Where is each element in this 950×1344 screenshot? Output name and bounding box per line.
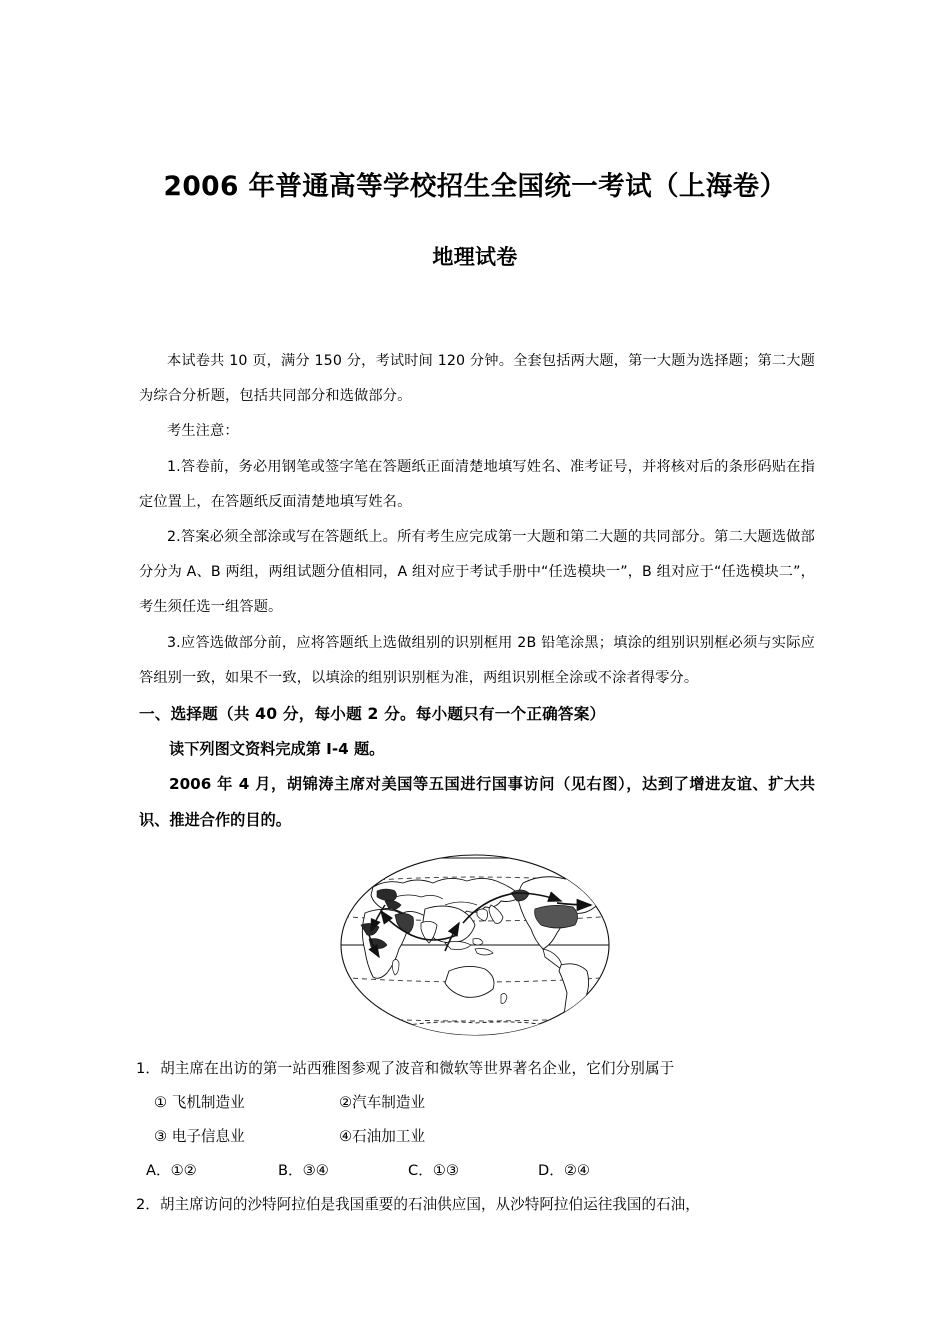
option-4[interactable]: ④石油加工业: [339, 1128, 426, 1145]
choice-b[interactable]: B．③④: [278, 1162, 329, 1179]
intro-paragraph: 本试卷共 10 页，满分 150 分，考试时间 120 分钟。全套包括两大题，第一大题为选择题；第二大题为综合分析题，包括共同部分和选做部分。: [139, 353, 815, 405]
question-1-stem: 1．胡主席在出访的第一站西雅图参观了波音和微软等世界著名企业，它们分别属于: [136, 1060, 675, 1077]
choice-d[interactable]: D．②④: [538, 1162, 590, 1179]
option-1[interactable]: ① 飞机制造业: [154, 1094, 245, 1111]
notice-item-2: 2.答案必须全部涂或写在答题纸上。所有考生应完成第一大题和第二大题的共同部分。第二大题选做部分分为 A、B 两组，两组试题分值相同，A 组对应于考试手册中“任选模块一”，B 组对应于“任选模块二”，考生须任选一组答题。: [139, 529, 815, 616]
question-1-choices: [136, 1154, 826, 1188]
option-3[interactable]: ③ 电子信息业: [154, 1128, 245, 1145]
questions-block: [136, 1052, 826, 1222]
choice-a[interactable]: A．①②: [146, 1162, 197, 1179]
notice-item-1: 1.答卷前，务必用钢笔或签字笔在答题纸正面清楚地填写姓名、准考证号，并将核对后的条形码贴在指定位置上，在答题纸反面清楚地填写姓名。: [139, 458, 815, 510]
candidate-notice-label: 考生注意：: [167, 423, 239, 440]
world-map-svg: [325, 853, 625, 1038]
page-subtitle: 地理试卷: [432, 245, 518, 270]
page-title: 2006 年普通高等学校招生全国统一考试（上海卷）: [163, 170, 787, 202]
question-1-option-row-1: [136, 1086, 826, 1120]
choice-c[interactable]: C．①③: [408, 1162, 459, 1179]
intro-block: [139, 344, 815, 838]
question-2-stem: 2．胡主席访问的沙特阿拉伯是我国重要的石油供应国，从沙特阿拉伯运往我国的石油，: [136, 1196, 700, 1213]
section-instruction: 读下列图文资料完成第 I-4 题。: [169, 740, 385, 759]
question-1-option-row-2: [136, 1120, 826, 1154]
option-2[interactable]: ②汽车制造业: [339, 1094, 426, 1111]
section-heading-multiple-choice: 一、选择题（共 40 分，每小题 2 分。每小题只有一个正确答案）: [139, 705, 606, 724]
section-lead-paragraph: 2006 年 4 月，胡锦涛主席对美国等五国进行国事访问（见右图），达到了增进友谊、扩大共识、推进合作的目的。: [139, 775, 815, 829]
figure-world-map: [0, 853, 950, 1042]
notice-item-3: 3.应答选做部分前，应将答题纸上选做组别的识别框用 2B 铅笔涂黑；填涂的组别识别框必须与实际应答组别一致，如果不一致，以填涂的组别识别框为准，两组识别框全涂或不涂者得零分。: [139, 634, 815, 686]
